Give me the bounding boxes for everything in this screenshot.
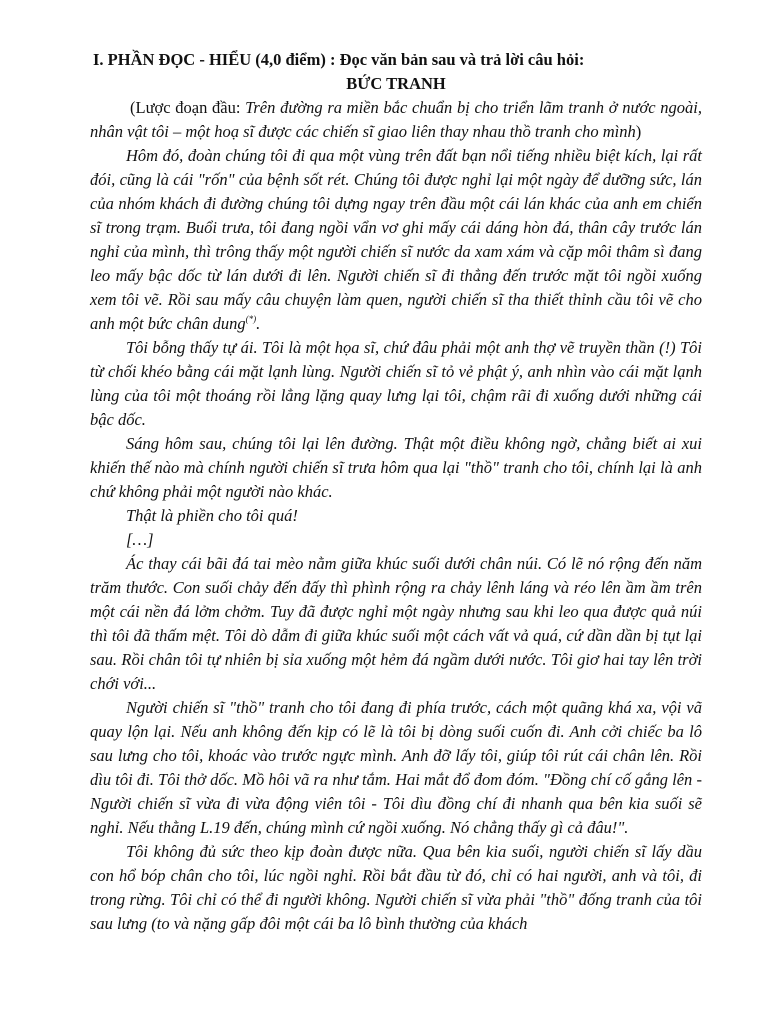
intro-open: (Lược đoạn đầu: — [130, 98, 246, 117]
story-paragraph-7: Tôi không đủ sức theo kịp đoàn được nữa. Qua bên kia suối, người chiến sĩ lấy dầu con hổ bóp chân cho tôi, lúc ngồi nghỉ. Rồi bắt đầu từ đó, chỉ có hai người, anh và tôi, đi trong rừng. Tôi chỉ có thể đi người không. Người chiến sĩ vừa phải "thồ" đống tranh của tôi sau lưng (to và nặng gấp đôi một cái ba lô bình thường của khách — [90, 842, 702, 933]
intro-summary: Trên đường ra miền bắc chuẩn bị cho triển lãm tranh ở nước ngoài, nhân vật tôi – một hoạ sĩ được các chiến sĩ giao liên thay nhau thồ tranh cho mình — [90, 98, 703, 141]
section-heading: I. PHẦN ĐỌC - HIỂU (4,0 điểm) : Đọc văn bản sau và trả lời câu hỏi: — [93, 50, 585, 69]
omission-mark: […] — [126, 530, 154, 549]
story-paragraph-5: Ác thay cái bãi đá tai mèo nằm giữa khúc suối dưới chân núi. Có lẽ nó rộng đến năm trăm thước. Con suối chảy đến đấy thì phình rộng ra chảy lênh láng và réo lên ầm ầm trên một cái nền đá lởm chởm. Tuy đã được nghỉ một ngày nhưng sau khi leo qua được quả núi thì tôi đã thấm mệt. Tôi dò dẫm đi giữa khúc suối một cách vất vả quá, cứ dần dần bị tụt lại sau. Rồi chân tôi tự nhiên bị sỉa xuống một hẻm đá ngầm dưới nước. Tôi giơ hai tay lên trời chới với... — [90, 554, 702, 693]
footnote-mark: (*) — [245, 314, 257, 324]
document-page — [90, 48, 702, 936]
story-paragraph-6: Người chiến sĩ "thồ" tranh cho tôi đang đi phía trước, cách một quãng khá xa, vội vã quay lộn lại. Nếu anh không đến kịp có lẽ là tôi bị dòng suối cuốn đi. Anh cởi chiếc ba lô sau lưng cho tôi, khoác vào trước ngực mình. Anh đỡ lấy tôi, giúp tôi rút cái chân lên. Rồi dìu tôi đi. Tôi thở dốc. Mồ hôi vã ra như tắm. Hai mắt đổ đom đóm. "Đồng chí cố gắng lên - Người chiến sĩ vừa đi vừa động viên tôi - Tôi dìu đồng chí đi nhanh qua bên kia suối sẽ nghỉ. Nếu thằng L.19 đến, chúng mình cứ ngồi xuống. Nó chẳng thấy gì cả đâu!". — [90, 698, 702, 837]
story-paragraph-3: Sáng hôm sau, chúng tôi lại lên đường. Thật một điều không ngờ, chẳng biết ai xui khiến thế nào mà chính người chiến sĩ trưa hôm qua lại "thồ" tranh cho tôi, chính lại là anh chứ không phải một người nào khác. — [90, 434, 702, 501]
story-paragraph-4: Thật là phiền cho tôi quá! — [126, 506, 298, 525]
sentence-end: . — [256, 314, 261, 333]
story-paragraph-1 — [90, 144, 702, 336]
story-title: BỨC TRANH — [346, 74, 446, 93]
intro-close: ) — [635, 122, 642, 141]
story-paragraph-2: Tôi bỗng thấy tự ái. Tôi là một họa sĩ, chứ đâu phải một anh thợ vẽ truyền thần (!) Tôi từ chối khéo bằng cái mặt lạnh lùng. Người chiến sĩ tỏ vẻ phật ý, anh nhìn vào cái mặt lạnh lùng của tôi một thoáng rồi lẳng lặng quay lưng lại tôi, chậm rãi đi xuống dưới những cái bậc dốc. — [90, 338, 702, 429]
story-paragraph-1-text: Hôm đó, đoàn chúng tôi đi qua một vùng trên đất bạn nổi tiếng nhiều biệt kích, lại rất đói, cũng là cái "rốn" của bệnh sốt rét. Chúng tôi được nghỉ lại một ngày để dưỡng sức, lán của nhóm khách đi đường chúng tôi dựng ngay trên đầu một cái lán khác của anh em chiến sĩ trong trạm. Buổi trưa, tôi đang ngồi vẩn vơ ghi mấy cái dáng hòn đá, thân cây trước lán nghỉ của mình, thì trông thấy một người chiến sĩ nước da xam xám và cặp môi thâm sì đang leo mấy bậc dốc từ lán dưới đi lên. Người chiến sĩ đi thẳng đến trước mặt tôi ngồi xuống xem tôi vẽ. Rồi sau mấy câu chuyện làm quen, người chiến sĩ tha thiết thỉnh cầu tôi vẽ cho anh một bức chân dung — [90, 146, 702, 333]
intro-paragraph — [90, 96, 702, 144]
